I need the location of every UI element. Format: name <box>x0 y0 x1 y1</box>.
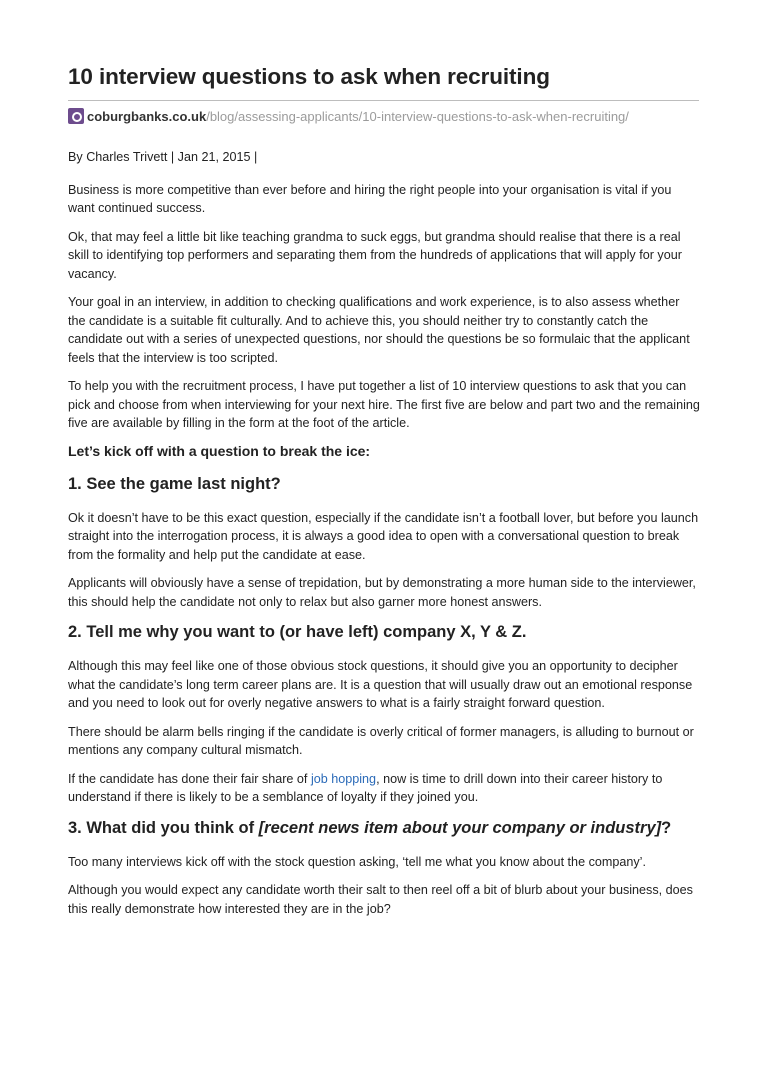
question-3-paragraph: Too many interviews kick off with the stock question asking, ‘tell me what you know about the company’. <box>68 854 646 869</box>
heading-emphasis: [recent news item about your company or industry] <box>258 818 662 837</box>
intro-paragraph: Your goal in an interview, in addition to checking qualifications and work experience, is to also assess whether the candidate is a suitable fit culturally. And to achieve this, you should neither try to constantly catch the candidate out with a series of unexpected questions, nor should the questions be so formulaic that the applicant feels that the interview is too scripted. <box>68 295 690 365</box>
site-logo-icon <box>68 108 84 124</box>
question-2-heading: 2. Tell me why you want to (or have left) company X, Y & Z. <box>68 623 527 641</box>
intro-paragraph: Business is more competitive than ever before and hiring the right people into your organisation is vital if you want continued success. <box>68 182 672 215</box>
text-segment: , now is time to drill down into their career history to understand if there is likely to be a semblance of loyalty if they joined you. <box>68 771 663 804</box>
source-url[interactable] <box>68 108 629 124</box>
article-body <box>68 148 700 928</box>
question-3-heading <box>68 817 700 840</box>
question-2-paragraph <box>68 770 700 807</box>
text-segment: If the candidate has done their fair share of <box>68 771 311 786</box>
question-2-paragraph: There should be alarm bells ringing if the candidate is overly critical of former managers, is alluding to burnout or mentions any company cultural mismatch. <box>68 724 694 757</box>
source-path[interactable]: /blog/assessing-applicants/10-interview-questions-to-ask-when-recruiting/ <box>206 109 629 124</box>
article-title: 10 interview questions to ask when recruiting <box>68 64 550 89</box>
source-domain[interactable]: coburgbanks.co.uk <box>87 109 207 124</box>
byline: By Charles Trivett | Jan 21, 2015 | <box>68 150 258 164</box>
heading-segment: ? <box>661 818 672 837</box>
question-1-paragraph: Applicants will obviously have a sense of trepidation, but by demonstrating a more human side to the interviewer, this should help the candidate not only to relax but also garner more honest answers. <box>68 576 696 609</box>
job-hopping-link[interactable]: job hopping <box>310 771 377 786</box>
question-1-heading: 1. See the game last night? <box>68 474 281 493</box>
intro-paragraph: To help you with the recruitment process, I have put together a list of 10 interview questions to ask that you can pick and choose from when interviewing for your next hire. The first five are below and part two and the remaining five are available by filling in the form at the foot of the article. <box>68 379 700 430</box>
question-3-paragraph: Although you would expect any candidate worth their salt to then reel off a bit of blurb about your business, does this really demonstrate how interested they are in the job? <box>68 883 693 916</box>
question-1-paragraph: Ok it doesn’t have to be this exact question, especially if the candidate isn’t a football lover, but before you launch straight into the interrogation process, it is always a good idea to open with a conversational question to break from the formality and help put the candidate at ease. <box>68 510 699 562</box>
intro-paragraph: Ok, that may feel a little bit like teaching grandma to suck eggs, but grandma should realise that there is a real skill to identifying top performers and separating them from the hundreds of applications that will apply for your vacancy. <box>68 229 682 281</box>
kickoff-heading: Let’s kick off with a question to break the ice: <box>68 442 371 459</box>
title-divider <box>68 100 699 101</box>
heading-segment: 3. What did you think of <box>68 818 259 837</box>
question-2-paragraph: Although this may feel like one of those obvious stock questions, it should give you an opportunity to decipher what the candidate’s long term career plans are. It is a question that will usually draw out an emotional response and you need to look out for overly negative answers to what is a fairly straight forward question. <box>68 659 693 710</box>
